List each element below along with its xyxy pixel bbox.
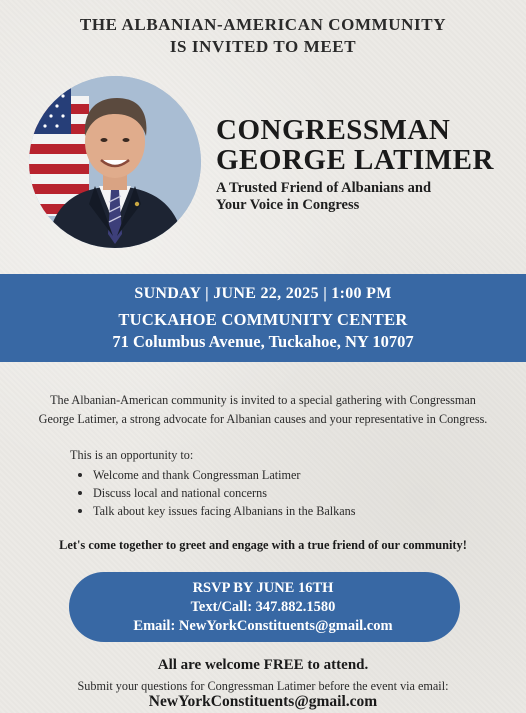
opportunity-list <box>78 466 355 520</box>
speaker-title: CONGRESSMAN <box>216 114 451 146</box>
speaker-name: GEORGE LATIMER <box>216 144 494 176</box>
event-venue: TUCKAHOE COMMUNITY CENTER <box>118 310 408 329</box>
free-attendance-note: All are welcome FREE to attend. <box>157 657 369 673</box>
rsvp-phone: Text/Call: 347.882.1580 <box>190 599 336 615</box>
list-item: Talk about key issues facing Albanians in the Balkans <box>78 502 355 520</box>
submit-questions-note: Submit your questions for Congressman Latimer before the event via email: <box>77 679 449 693</box>
bullet-icon <box>78 473 82 477</box>
intro-paragraph <box>22 391 504 429</box>
bullet-icon <box>78 509 82 513</box>
footer-email[interactable]: NewYorkConstituents@gmail.com <box>148 693 378 710</box>
portrait-illustration <box>29 76 201 248</box>
speaker-tagline-1: A Trusted Friend of Albanians and <box>216 180 432 196</box>
intro-line-2: George Latimer, a strong advocate for Albanian causes and your representative in Congress. <box>38 412 488 426</box>
opportunity-label: This is an opportunity to: <box>70 448 194 462</box>
header-line-1: THE ALBANIAN-AMERICAN COMMUNITY <box>79 15 447 34</box>
header-line-2: IS INVITED TO MEET <box>169 37 357 56</box>
speaker-tagline-2: Your Voice in Congress <box>216 197 360 213</box>
rsvp-deadline: RSVP BY JUNE 16TH <box>192 580 334 596</box>
rsvp-email[interactable]: Email: NewYorkConstituents@gmail.com <box>133 618 393 634</box>
event-address: 71 Columbus Avenue, Tuckahoe, NY 10707 <box>112 332 414 351</box>
community-callout: Let's come together to greet and engage with a true friend of our community! <box>59 538 467 552</box>
event-date-time: SUNDAY | JUNE 22, 2025 | 1:00 PM <box>134 285 392 302</box>
intro-line-1: The Albanian-American community is invited to a special gathering with Congressman <box>50 393 476 407</box>
congressman-portrait <box>29 76 201 248</box>
bullet-icon <box>78 491 82 495</box>
list-item: Discuss local and national concerns <box>78 484 355 502</box>
list-item: Welcome and thank Congressman Latimer <box>78 466 355 484</box>
